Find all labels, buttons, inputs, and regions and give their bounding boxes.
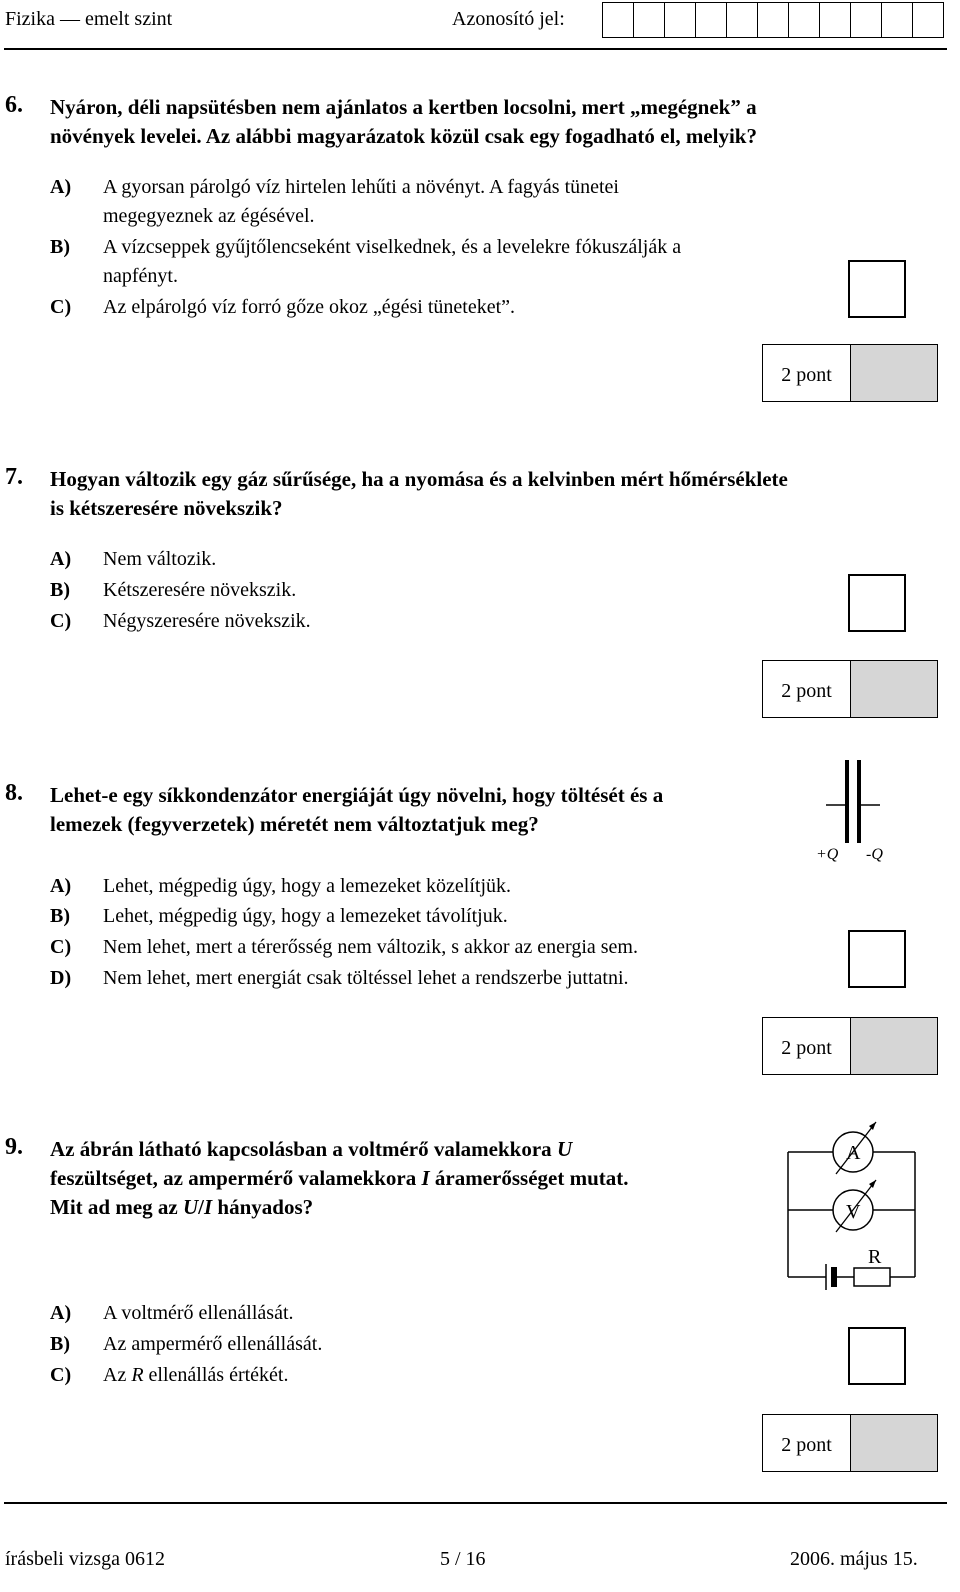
- plus-q-label: +Q: [816, 846, 839, 863]
- option-text-line: Az elpárolgó víz forró gőze okoz „égési tüneteket”.: [103, 296, 516, 318]
- footer-page-number: 5 / 16: [440, 1548, 486, 1570]
- option-b-letter: B): [50, 905, 70, 927]
- question-6-number: 6.: [5, 92, 23, 118]
- question-text-line: Hogyan változik egy gáz sűrűsége, ha a nyomása és a kelvinben mért hőmérséklete: [50, 467, 788, 491]
- option-c-letter: C): [50, 610, 72, 632]
- question-text-line: Az ábrán látható kapcsolásban a voltmérő valamekkora U: [50, 1137, 573, 1161]
- capacitor-diagram: [800, 755, 910, 870]
- option-text-line: napfényt.: [103, 265, 178, 287]
- footer-date: 2006. május 15.: [790, 1548, 918, 1570]
- question-8-number: 8.: [5, 780, 23, 806]
- circuit-diagram: [776, 1110, 936, 1310]
- score-label: 2 pont: [763, 345, 851, 401]
- option-d-letter: D): [50, 967, 72, 989]
- resistor-label: R: [868, 1246, 882, 1268]
- option-text-line: A gyorsan párolgó víz hirtelen lehűti a növényt. A fagyás tünetei: [103, 176, 619, 198]
- option-a-letter: A): [50, 176, 72, 198]
- option-c-text: [103, 293, 515, 322]
- id-box[interactable]: [726, 2, 757, 38]
- option-a-text: Lehet, mégpedig úgy, hogy a lemezeket közelítjük.: [103, 875, 512, 897]
- id-box[interactable]: [633, 2, 664, 38]
- option-b-text: [103, 233, 681, 291]
- id-box[interactable]: [695, 2, 726, 38]
- score-field[interactable]: [851, 1018, 937, 1074]
- id-box[interactable]: [819, 2, 850, 38]
- score-field[interactable]: [851, 1415, 937, 1471]
- question-text-line: Lehet-e egy síkkondenzátor energiáját úgy növelni, hogy töltését és a: [50, 783, 664, 807]
- score-box: [762, 660, 938, 718]
- id-box[interactable]: [602, 2, 633, 38]
- question-7-number: 7.: [5, 464, 23, 490]
- id-box[interactable]: [664, 2, 695, 38]
- option-b-text: Az ampermérő ellenállását.: [103, 1333, 323, 1355]
- question-text-line: feszültséget, az ampermérő valamekkora I áramerősséget mutat.: [50, 1166, 629, 1190]
- question-9-number: 9.: [5, 1134, 23, 1160]
- option-c-letter: C): [50, 296, 72, 318]
- score-box: [762, 1017, 938, 1075]
- option-a-text: A voltmérő ellenállását.: [103, 1302, 294, 1324]
- score-field[interactable]: [851, 345, 937, 401]
- question-7-text: [50, 465, 788, 523]
- footer-exam-code: írásbeli vizsga 0612: [5, 1548, 165, 1570]
- option-a-text: Nem változik.: [103, 548, 217, 570]
- score-box: [762, 1414, 938, 1472]
- question-text-line: Mit ad meg az U/I hányados?: [50, 1195, 314, 1219]
- question-text-line: növények levelei. Az alábbi magyarázatok közül csak egy fogadható el, melyik?: [50, 124, 757, 148]
- score-box: [762, 344, 938, 402]
- option-b-letter: B): [50, 236, 70, 258]
- score-field[interactable]: [851, 661, 937, 717]
- score-label: 2 pont: [763, 1415, 851, 1471]
- answer-box[interactable]: [848, 930, 906, 988]
- question-text-line: lemezek (fegyverzetek) méretét nem változtatjuk meg?: [50, 812, 539, 836]
- option-c-letter: C): [50, 936, 72, 958]
- question-text-line: Nyáron, déli napsütésben nem ajánlatos a kertben locsolni, mert „megégnek” a: [50, 95, 757, 119]
- footer-rule: [4, 1502, 947, 1504]
- ammeter-label: A: [846, 1142, 861, 1164]
- header-title: Fizika — emelt szint: [5, 8, 173, 30]
- option-b-letter: B): [50, 579, 70, 601]
- option-b-letter: B): [50, 1333, 70, 1355]
- option-c-text: Négyszeresére növekszik.: [103, 610, 311, 632]
- option-d-text: Nem lehet, mert energiát csak töltéssel lehet a rendszerbe juttatni.: [103, 967, 629, 989]
- answer-box[interactable]: [848, 1327, 906, 1385]
- question-8-text: [50, 781, 663, 839]
- id-box[interactable]: [850, 2, 881, 38]
- minus-q-label: -Q: [866, 846, 883, 863]
- id-box[interactable]: [881, 2, 912, 38]
- option-text-line: A vízcseppek gyűjtőlencseként viselkednek, és a levelekre fókuszálják a: [103, 236, 682, 258]
- id-box[interactable]: [912, 2, 944, 38]
- id-box[interactable]: [788, 2, 819, 38]
- question-6-text: [50, 93, 757, 151]
- id-label: Azonosító jel:: [452, 8, 565, 30]
- header-rule: [4, 48, 947, 50]
- option-b-text: Lehet, mégpedig úgy, hogy a lemezeket távolítjuk.: [103, 905, 508, 927]
- option-c-text: Nem lehet, mert a térerősség nem változik, s akkor az energia sem.: [103, 936, 638, 958]
- option-b-text: Kétszeresére növekszik.: [103, 579, 297, 601]
- question-9-text: [50, 1135, 629, 1222]
- option-a-text: [103, 173, 619, 231]
- score-label: 2 pont: [763, 661, 851, 717]
- option-a-letter: A): [50, 1302, 72, 1324]
- question-text-line: is kétszeresére növekszik?: [50, 496, 283, 520]
- answer-box[interactable]: [848, 260, 906, 318]
- option-a-letter: A): [50, 548, 72, 570]
- option-a-letter: A): [50, 875, 72, 897]
- answer-box[interactable]: [848, 574, 906, 632]
- option-c-letter: C): [50, 1364, 72, 1386]
- voltmeter-label: V: [846, 1201, 861, 1223]
- option-c-text: Az R ellenállás értékét.: [103, 1364, 289, 1386]
- score-label: 2 pont: [763, 1018, 851, 1074]
- id-box[interactable]: [757, 2, 788, 38]
- option-text-line: megegyeznek az égésével.: [103, 205, 315, 227]
